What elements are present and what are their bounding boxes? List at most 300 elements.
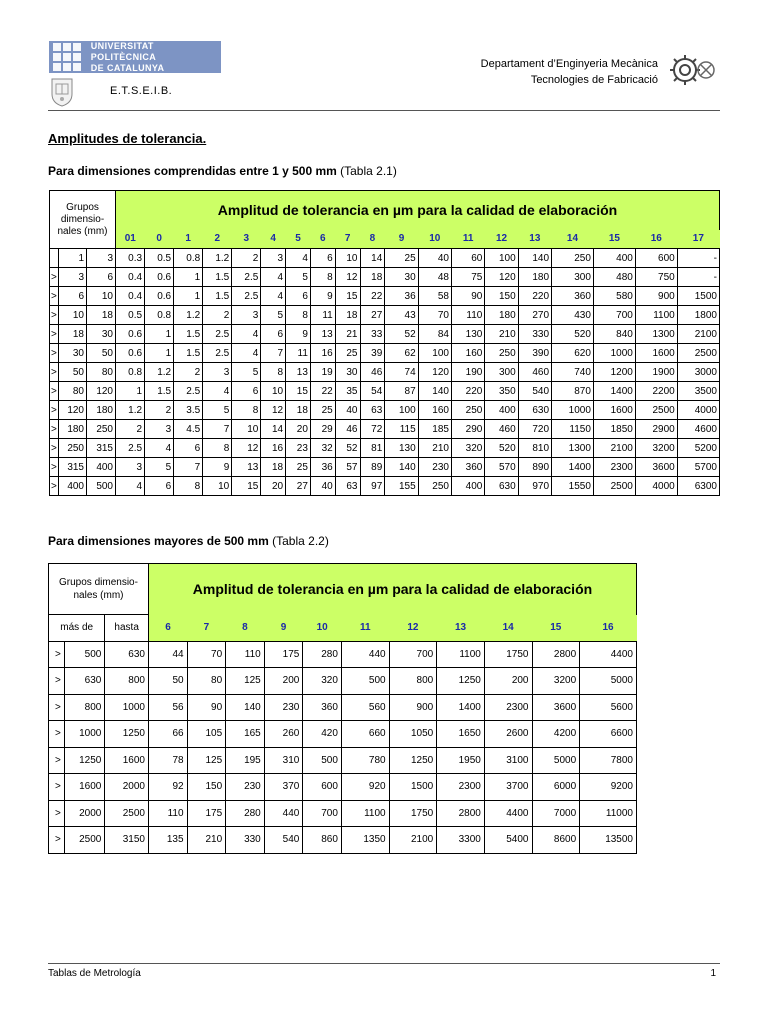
- range-to: 3: [87, 249, 116, 268]
- tolerance-value: 290: [451, 420, 484, 439]
- tolerance-value: 360: [303, 694, 342, 721]
- tolerance-value: 9: [310, 287, 335, 306]
- tolerance-value: 105: [187, 721, 226, 748]
- tolerance-value: 1100: [437, 641, 485, 668]
- tolerance-value: 92: [148, 774, 187, 801]
- tolerance-value: 6000: [532, 774, 580, 801]
- tolerance-value: 1.2: [145, 363, 174, 382]
- quality-header: 9: [385, 230, 418, 249]
- tolerance-value: 125: [187, 747, 226, 774]
- tolerance-value: 120: [418, 363, 451, 382]
- tolerance-value: 300: [552, 268, 594, 287]
- tolerance-value: 1.5: [174, 344, 203, 363]
- range-to: 800: [105, 668, 149, 695]
- tolerance-value: 63: [360, 401, 385, 420]
- col-to-header: hasta: [105, 615, 149, 642]
- tolerance-value: 87: [385, 382, 418, 401]
- footer-divider: [48, 963, 720, 964]
- tolerance-value: 810: [518, 439, 551, 458]
- tolerance-value: 140: [518, 249, 551, 268]
- tolerance-value: 39: [360, 344, 385, 363]
- tolerance-value: 0.5: [145, 249, 174, 268]
- tolerance-value: 1750: [484, 641, 532, 668]
- tolerance-value: 0.8: [174, 249, 203, 268]
- tolerance-value: 2800: [437, 800, 485, 827]
- range-to: 250: [87, 420, 116, 439]
- table-row: [50, 363, 720, 382]
- tolerance-value: 2: [145, 401, 174, 420]
- tolerance-value: 21: [335, 325, 360, 344]
- tolerance-value: 210: [187, 827, 226, 854]
- tolerance-value: 1300: [552, 439, 594, 458]
- tolerance-value: 7800: [580, 747, 637, 774]
- tolerance-value: 60: [451, 249, 484, 268]
- tolerance-value: 6: [232, 382, 261, 401]
- tolerance-value: 220: [518, 287, 551, 306]
- tolerance-value: 0.6: [145, 287, 174, 306]
- table-row: [50, 306, 720, 325]
- tolerance-value: 15: [335, 287, 360, 306]
- tolerance-value: 9: [203, 458, 232, 477]
- table-row: [50, 249, 720, 268]
- table-row: [50, 344, 720, 363]
- range-from: 250: [59, 439, 87, 458]
- tolerance-value: 18: [360, 268, 385, 287]
- tolerance-value: 5: [286, 268, 311, 287]
- tolerance-value: 7: [203, 420, 232, 439]
- tolerance-value: 2300: [484, 694, 532, 721]
- tolerance-value: 230: [226, 774, 265, 801]
- tolerance-value: 72: [360, 420, 385, 439]
- tolerance-value: 5000: [532, 747, 580, 774]
- range-to: 315: [87, 439, 116, 458]
- tolerance-value: 4: [145, 439, 174, 458]
- tolerance-value: 0.6: [116, 344, 145, 363]
- quality-header: 16: [635, 230, 677, 249]
- tolerance-value: 230: [264, 694, 303, 721]
- tolerance-value: 600: [303, 774, 342, 801]
- quality-header-row: [49, 615, 637, 642]
- tolerance-value: 140: [226, 694, 265, 721]
- range-prefix: >: [49, 668, 65, 695]
- range-from: 50: [59, 363, 87, 382]
- tolerance-value: 2100: [677, 325, 719, 344]
- tolerance-value: 1950: [437, 747, 485, 774]
- tolerance-value: 18: [261, 458, 286, 477]
- tolerance-value: 8: [286, 306, 311, 325]
- tolerance-value: 25: [385, 249, 418, 268]
- tolerance-value: 185: [418, 420, 451, 439]
- tolerance-value: 63: [335, 477, 360, 496]
- table-row: [50, 420, 720, 439]
- tolerance-value: 25: [335, 344, 360, 363]
- mechanical-gear-icon: [668, 52, 718, 88]
- table-row: [49, 827, 637, 854]
- tolerance-value: 7: [174, 458, 203, 477]
- tolerance-value: 12: [335, 268, 360, 287]
- tolerance-value: 420: [303, 721, 342, 748]
- tolerance-value: 22: [360, 287, 385, 306]
- tolerance-value: 520: [552, 325, 594, 344]
- tolerance-value: 3: [261, 249, 286, 268]
- range-to: 6: [87, 268, 116, 287]
- tolerance-value: 1400: [593, 382, 635, 401]
- tolerance-value: 2.5: [116, 439, 145, 458]
- table2-caption-ref: (Tabla 2.2): [272, 534, 329, 548]
- table-row: [50, 477, 720, 496]
- range-prefix: >: [50, 344, 59, 363]
- tolerance-value: 97: [360, 477, 385, 496]
- tolerance-value: 80: [187, 668, 226, 695]
- range-to: 80: [87, 363, 116, 382]
- tolerance-value: 3: [116, 458, 145, 477]
- range-prefix: >: [50, 420, 59, 439]
- tolerance-value: 540: [264, 827, 303, 854]
- tolerance-value: 110: [226, 641, 265, 668]
- tolerance-value: 195: [226, 747, 265, 774]
- tolerance-value: 860: [303, 827, 342, 854]
- tolerance-value: 13: [232, 458, 261, 477]
- tolerance-value: 6: [174, 439, 203, 458]
- tolerance-value: 5200: [677, 439, 719, 458]
- tolerance-value: 19: [310, 363, 335, 382]
- range-to: 10: [87, 287, 116, 306]
- tolerance-value: 23: [286, 439, 311, 458]
- tolerance-value: 400: [451, 477, 484, 496]
- range-from: 1: [59, 249, 87, 268]
- quality-header: 2: [203, 230, 232, 249]
- tolerance-value: 2900: [635, 420, 677, 439]
- tolerance-value: 150: [485, 287, 518, 306]
- tolerance-value: 2100: [593, 439, 635, 458]
- tolerance-value: 230: [418, 458, 451, 477]
- unit-name: Tecnologies de Fabricació: [530, 74, 658, 86]
- tolerance-value: 660: [341, 721, 389, 748]
- table-row: [49, 721, 637, 748]
- range-from: 315: [59, 458, 87, 477]
- tolerance-value: 90: [451, 287, 484, 306]
- quality-header: 11: [341, 615, 389, 642]
- table-row: [49, 747, 637, 774]
- quality-header: 13: [437, 615, 485, 642]
- tolerance-value: 8: [310, 268, 335, 287]
- tolerance-value: 22: [310, 382, 335, 401]
- tolerance-value: 6: [261, 325, 286, 344]
- tolerance-value: 4.5: [174, 420, 203, 439]
- tolerance-value: 43: [385, 306, 418, 325]
- group-header: Grupos dimensio- nales (mm): [49, 564, 149, 615]
- tolerance-value: 1400: [437, 694, 485, 721]
- header-divider: [48, 110, 720, 111]
- tolerance-value: 4: [116, 477, 145, 496]
- tolerance-value: 4: [286, 249, 311, 268]
- range-prefix: >: [49, 800, 65, 827]
- tolerance-value: 0.4: [116, 287, 145, 306]
- range-to: 2000: [105, 774, 149, 801]
- tolerance-value: 740: [552, 363, 594, 382]
- tolerance-value: 4: [261, 287, 286, 306]
- tolerance-value: 1600: [635, 344, 677, 363]
- tolerance-value: 840: [593, 325, 635, 344]
- tolerance-value: 220: [451, 382, 484, 401]
- tolerance-value: 0.8: [145, 306, 174, 325]
- range-prefix: >: [50, 477, 59, 496]
- tolerance-value: 8: [203, 439, 232, 458]
- table1-caption-text: Para dimensiones comprendidas entre 1 y 500 mm: [48, 164, 337, 178]
- quality-header: 10: [303, 615, 342, 642]
- tolerance-value: 200: [484, 668, 532, 695]
- tolerance-value: 29: [310, 420, 335, 439]
- tolerance-value: 1000: [552, 401, 594, 420]
- tolerance-value: 150: [187, 774, 226, 801]
- range-from: 800: [64, 694, 105, 721]
- quality-header: 01: [116, 230, 145, 249]
- tolerance-value: 970: [518, 477, 551, 496]
- tolerance-value: 250: [485, 344, 518, 363]
- tolerance-value: 750: [635, 268, 677, 287]
- tolerance-value: 135: [148, 827, 187, 854]
- range-to: 3150: [105, 827, 149, 854]
- range-to: 1600: [105, 747, 149, 774]
- tolerance-value: 8600: [532, 827, 580, 854]
- tolerance-value: 10: [261, 382, 286, 401]
- tolerance-value: 7000: [532, 800, 580, 827]
- amplitude-header: Amplitud de tolerancia en µm para la calidad de elaboración: [148, 564, 636, 615]
- quality-header-row: [50, 230, 720, 249]
- tolerance-value: 27: [286, 477, 311, 496]
- tolerance-value: 4: [203, 382, 232, 401]
- tolerance-value: 75: [451, 268, 484, 287]
- tolerance-value: 2300: [593, 458, 635, 477]
- tolerance-value: 175: [264, 641, 303, 668]
- range-from: 400: [59, 477, 87, 496]
- range-prefix: [50, 249, 59, 268]
- range-to: 1250: [105, 721, 149, 748]
- tolerance-value: 2.5: [203, 325, 232, 344]
- tolerance-value: 3500: [677, 382, 719, 401]
- range-prefix: >: [50, 458, 59, 477]
- tolerance-value: 100: [418, 344, 451, 363]
- tolerance-table-1: [49, 190, 720, 496]
- table-row: [50, 458, 720, 477]
- table-row: [50, 401, 720, 420]
- range-from: 18: [59, 325, 87, 344]
- tolerance-value: 0.8: [116, 363, 145, 382]
- tolerance-value: 66: [148, 721, 187, 748]
- tolerance-value: 1000: [593, 344, 635, 363]
- tolerance-value: 1: [145, 325, 174, 344]
- tolerance-value: 33: [360, 325, 385, 344]
- range-prefix: >: [49, 721, 65, 748]
- tolerance-value: 1650: [437, 721, 485, 748]
- tolerance-value: 20: [261, 477, 286, 496]
- tolerance-value: 2: [203, 306, 232, 325]
- range-to: 50: [87, 344, 116, 363]
- table2-caption: [48, 534, 329, 548]
- tolerance-value: 3300: [437, 827, 485, 854]
- tolerance-value: 270: [518, 306, 551, 325]
- range-from: 500: [64, 641, 105, 668]
- range-from: 3: [59, 268, 87, 287]
- logo-mark: [53, 43, 81, 71]
- tolerance-value: 11000: [580, 800, 637, 827]
- tolerance-value: 165: [226, 721, 265, 748]
- tolerance-value: 2: [174, 363, 203, 382]
- tolerance-value: 890: [518, 458, 551, 477]
- range-prefix: >: [50, 401, 59, 420]
- tolerance-value: 48: [418, 268, 451, 287]
- table2-caption-text: Para dimensiones mayores de 500 mm: [48, 534, 269, 548]
- tolerance-value: 160: [418, 401, 451, 420]
- tolerance-value: 1250: [437, 668, 485, 695]
- tolerance-value: 14: [360, 249, 385, 268]
- range-prefix: >: [50, 382, 59, 401]
- tolerance-value: 100: [485, 249, 518, 268]
- tolerance-value: 1550: [552, 477, 594, 496]
- tolerance-value: 1250: [389, 747, 437, 774]
- tolerance-value: 8: [174, 477, 203, 496]
- tolerance-value: 46: [360, 363, 385, 382]
- tolerance-value: 360: [552, 287, 594, 306]
- tolerance-value: 320: [451, 439, 484, 458]
- tolerance-value: 27: [360, 306, 385, 325]
- tolerance-value: 4400: [580, 641, 637, 668]
- tolerance-value: 700: [389, 641, 437, 668]
- tolerance-value: 2100: [389, 827, 437, 854]
- tolerance-value: 280: [303, 641, 342, 668]
- tolerance-value: 5: [203, 401, 232, 420]
- tolerance-value: 3600: [532, 694, 580, 721]
- tolerance-value: 36: [385, 287, 418, 306]
- quality-header: 8: [226, 615, 265, 642]
- tolerance-value: 13: [310, 325, 335, 344]
- tolerance-value: 280: [226, 800, 265, 827]
- range-to: 180: [87, 401, 116, 420]
- range-prefix: >: [50, 363, 59, 382]
- tolerance-value: 310: [264, 747, 303, 774]
- logo-wordmark: [91, 41, 221, 74]
- range-from: 10: [59, 306, 87, 325]
- range-from: 2500: [64, 827, 105, 854]
- tolerance-value: 300: [485, 363, 518, 382]
- tolerance-value: 630: [518, 401, 551, 420]
- range-from: 180: [59, 420, 87, 439]
- logo-line-2: DE CATALUNYA: [90, 62, 165, 73]
- tolerance-value: 3.5: [174, 401, 203, 420]
- tolerance-value: 3700: [484, 774, 532, 801]
- department-name: Departament d’Enginyeria Mecànica: [480, 58, 658, 70]
- tolerance-value: 18: [286, 401, 311, 420]
- range-prefix: >: [49, 694, 65, 721]
- tolerance-value: 7: [261, 344, 286, 363]
- tolerance-value: 10: [232, 420, 261, 439]
- tolerance-value: 5000: [580, 668, 637, 695]
- tolerance-value: 16: [261, 439, 286, 458]
- tolerance-value: 400: [485, 401, 518, 420]
- tolerance-value: 1: [174, 287, 203, 306]
- tolerance-value: 1.2: [203, 249, 232, 268]
- quality-header: 0: [145, 230, 174, 249]
- tolerance-value: 15: [232, 477, 261, 496]
- tolerance-value: 4400: [484, 800, 532, 827]
- tolerance-value: 35: [335, 382, 360, 401]
- tolerance-value: 3200: [532, 668, 580, 695]
- tolerance-value: 430: [552, 306, 594, 325]
- tolerance-value: 30: [335, 363, 360, 382]
- tolerance-value: 11: [310, 306, 335, 325]
- tolerance-value: 0.6: [116, 325, 145, 344]
- quality-header: 7: [335, 230, 360, 249]
- tolerance-value: 2200: [635, 382, 677, 401]
- tolerance-value: 155: [385, 477, 418, 496]
- tolerance-value: 4: [232, 344, 261, 363]
- tolerance-value: 440: [341, 641, 389, 668]
- tolerance-value: 14: [261, 420, 286, 439]
- tolerance-value: 620: [552, 344, 594, 363]
- tolerance-value: 560: [341, 694, 389, 721]
- tolerance-value: 700: [593, 306, 635, 325]
- school-name: E.T.S.E.I.B.: [110, 85, 173, 97]
- range-to: 120: [87, 382, 116, 401]
- tolerance-value: 3: [145, 420, 174, 439]
- tolerance-value: 130: [385, 439, 418, 458]
- table-row: [50, 382, 720, 401]
- tolerance-value: -: [677, 249, 719, 268]
- range-from: 1250: [64, 747, 105, 774]
- tolerance-value: 0.3: [116, 249, 145, 268]
- tolerance-value: 1100: [635, 306, 677, 325]
- tolerance-value: 25: [286, 458, 311, 477]
- tolerance-value: 12: [232, 439, 261, 458]
- tolerance-value: 1400: [552, 458, 594, 477]
- tolerance-value: 9: [286, 325, 311, 344]
- tolerance-value: 700: [303, 800, 342, 827]
- table-row: [49, 641, 637, 668]
- tolerance-value: 54: [360, 382, 385, 401]
- tolerance-value: 4: [232, 325, 261, 344]
- table2-body: [49, 641, 637, 853]
- table-row: [50, 325, 720, 344]
- tolerance-value: 70: [187, 641, 226, 668]
- tolerance-value: 3200: [635, 439, 677, 458]
- tolerance-value: 0.6: [145, 268, 174, 287]
- tolerance-value: 2300: [437, 774, 485, 801]
- tolerance-value: 16: [310, 344, 335, 363]
- table-row: [49, 800, 637, 827]
- range-to: 18: [87, 306, 116, 325]
- tolerance-value: 110: [451, 306, 484, 325]
- tolerance-value: 1500: [677, 287, 719, 306]
- tolerance-value: 1350: [341, 827, 389, 854]
- range-from: 1600: [64, 774, 105, 801]
- quality-header: 15: [532, 615, 580, 642]
- tolerance-value: 10: [203, 477, 232, 496]
- quality-header: 4: [261, 230, 286, 249]
- range-to: 400: [87, 458, 116, 477]
- tolerance-value: 1.2: [116, 401, 145, 420]
- quality-header: 13: [518, 230, 551, 249]
- tolerance-value: 9200: [580, 774, 637, 801]
- tolerance-value: 190: [451, 363, 484, 382]
- col-from-header: más de: [49, 615, 105, 642]
- tolerance-value: 4000: [677, 401, 719, 420]
- tolerance-value: 81: [360, 439, 385, 458]
- tolerance-value: 10: [335, 249, 360, 268]
- tolerance-value: 62: [385, 344, 418, 363]
- tolerance-value: 74: [385, 363, 418, 382]
- tolerance-value: 460: [518, 363, 551, 382]
- tolerance-value: 57: [335, 458, 360, 477]
